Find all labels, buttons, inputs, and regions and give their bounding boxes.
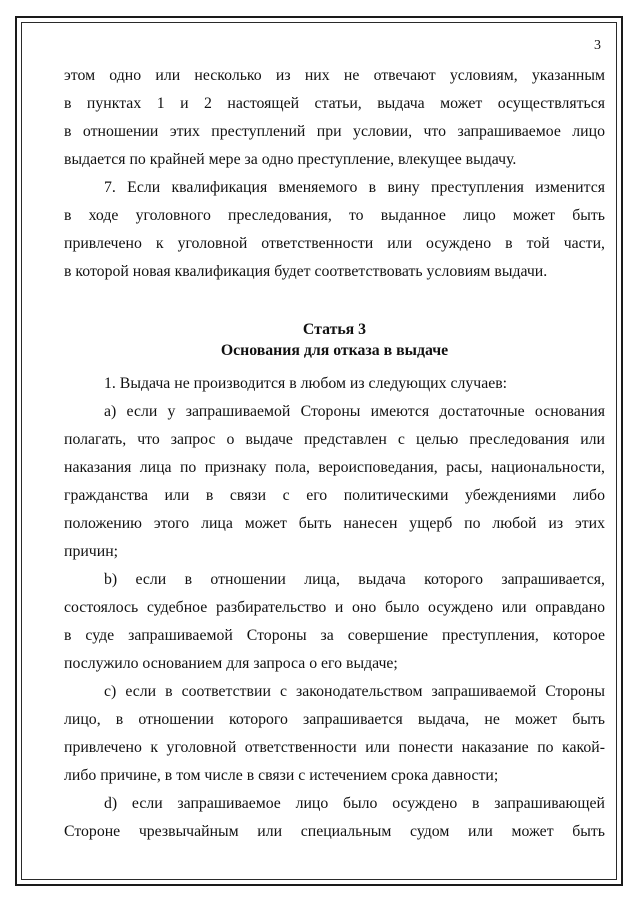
item-a-line: полагать, что запрос о выдаче представлен с целью преследования или	[64, 431, 605, 448]
item-c-line: с) если в соответствии с законодательством запрашиваемой Стороны	[104, 683, 605, 700]
item-c-line: привлечено к уголовной ответственности или понести наказание по какой-	[64, 739, 605, 756]
item-a-line: наказания лица по признаку пола, вероисповедания, расы, национальности,	[64, 459, 605, 476]
text-line: этом одно или несколько из них не отвечают условиям, указанным	[64, 67, 605, 84]
paragraph-7-line: привлечено к уголовной ответственности или осуждено в той части,	[64, 235, 605, 252]
item-d-line: d) если запрашиваемое лицо было осуждено в запрашивающей	[104, 795, 605, 812]
paragraph-7-line: в ходе уголовного преследования, то выданное лицо может быть	[64, 207, 605, 224]
item-c-line: либо причине, в том числе в связи с истечением срока давности;	[64, 767, 499, 784]
item-c-line: лицо, в отношении которого запрашивается выдача, не может быть	[64, 711, 605, 728]
article-title: Основания для отказа в выдаче	[220, 342, 449, 359]
item-d-line: Стороне чрезвычайным или специальным судом или может быть	[64, 823, 605, 840]
page-number: 3	[594, 38, 601, 53]
item-b-line: послужило основанием для запроса о его выдаче;	[64, 655, 398, 672]
item-b-line: b) если в отношении лица, выдача которого запрашивается,	[104, 571, 605, 588]
point-1-line: 1. Выдача не производится в любом из следующих случаев:	[104, 375, 508, 392]
paragraph-7-line: 7. Если квалификация вменяемого в вину преступления изменится	[104, 179, 605, 196]
text-line: выдается по крайней мере за одно преступление, влекущее выдачу.	[64, 151, 517, 168]
item-a-line: положению этого лица может быть нанесен ущерб по любой из этих	[64, 515, 605, 532]
item-a-line: гражданства или в связи с его политическими убеждениями либо	[64, 487, 605, 504]
item-b-line: состоялось судебное разбирательство и оно было осуждено или оправдано	[64, 599, 605, 616]
item-a-line: причин;	[64, 543, 119, 560]
article-number: Статья 3	[302, 321, 367, 338]
text-line: в отношении этих преступлений при условии, что запрашиваемое лицо	[64, 123, 605, 140]
item-b-line: в суде запрашиваемой Стороны за совершение преступления, которое	[64, 627, 605, 644]
item-a-line: а) если у запрашиваемой Стороны имеются достаточные основания	[104, 403, 605, 420]
text-line: в пунктах 1 и 2 настоящей статьи, выдача может осуществляться	[64, 95, 605, 112]
paragraph-7-line: в которой новая квалификация будет соответствовать условиям выдачи.	[64, 263, 548, 280]
